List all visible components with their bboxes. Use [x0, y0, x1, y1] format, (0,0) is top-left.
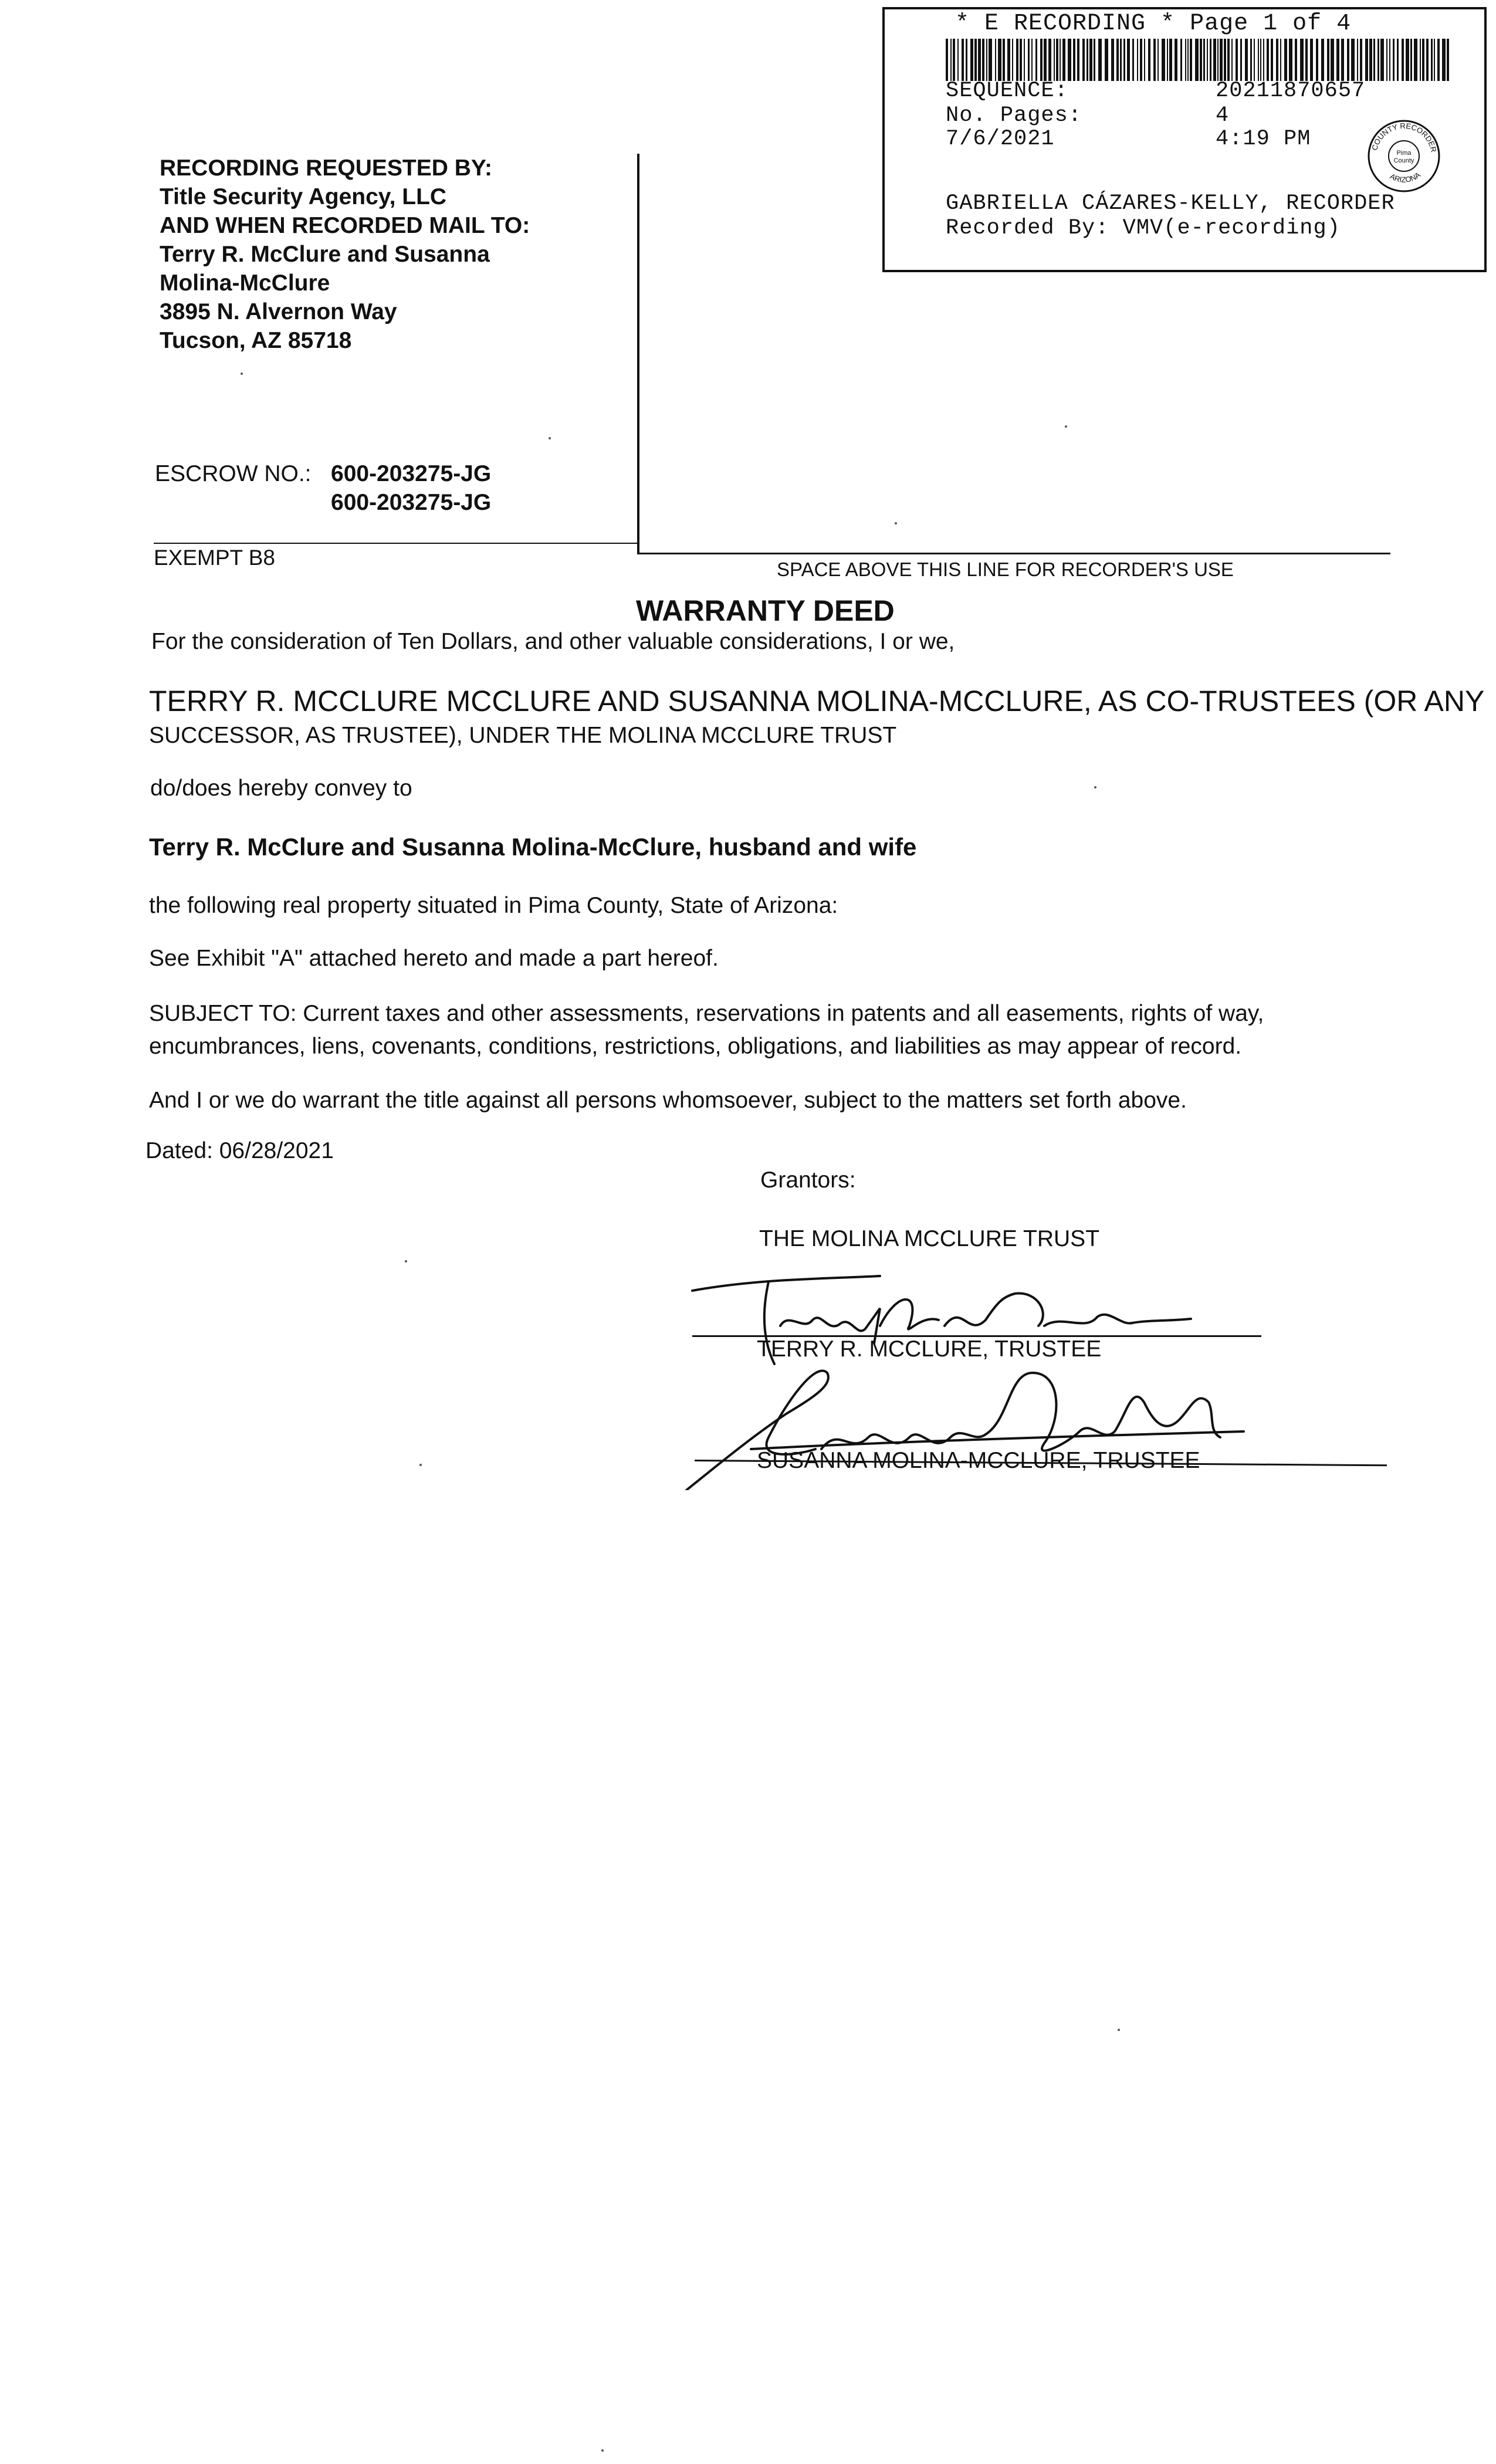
dated-text: Dated: 06/28/2021 [145, 1138, 334, 1163]
barcode-bar [1336, 39, 1339, 81]
recorder-name: GABRIELLA CÁZARES-KELLY, RECORDER [946, 191, 1395, 216]
barcode-bar [1284, 39, 1287, 81]
barcode-bar [1386, 39, 1387, 81]
recording-requested-label: RECORDING REQUESTED BY: [160, 155, 492, 181]
barcode-bar [1012, 39, 1013, 81]
barcode-bar [1024, 39, 1025, 81]
grantors-label: Grantors: [760, 1167, 856, 1193]
barcode-bar [1105, 39, 1108, 81]
barcode-bar [1437, 39, 1440, 81]
barcode-bar [1271, 39, 1273, 81]
barcode-bar [1203, 39, 1205, 81]
barcode-bar [1031, 39, 1033, 81]
barcode-bar [1213, 39, 1216, 81]
barcode-bar [1402, 39, 1404, 81]
space-above-note: SPACE ABOVE THIS LINE FOR RECORDER'S USE [777, 559, 1234, 580]
barcode-bar [1240, 39, 1242, 81]
barcode-bar [1167, 39, 1168, 81]
barcode-bar [1295, 39, 1297, 81]
barcode-bar [1217, 39, 1219, 81]
left-rule [154, 543, 638, 544]
scan-speck [241, 373, 243, 375]
barcode-bar [1060, 39, 1061, 81]
barcode-bar [1316, 39, 1318, 81]
barcode-bar [1077, 39, 1079, 81]
barcode-bar [1389, 39, 1390, 81]
barcode-bar [1236, 39, 1238, 81]
barcode-bar [1426, 39, 1429, 81]
sequence-value: 20211870657 [1216, 79, 1366, 103]
signer-2-name: SUSANNA MOLINA-MCCLURE, TRUSTEE [757, 1448, 1200, 1473]
barcode-bar [1420, 39, 1421, 81]
recorded-by: Recorded By: VMV(e-recording) [946, 216, 1341, 241]
recorder-use-line [637, 553, 1390, 554]
barcode-bar [1144, 39, 1145, 81]
barcode-bar [970, 39, 973, 81]
convey-text: do/does hereby convey to [150, 776, 412, 801]
barcode-bar [1180, 39, 1182, 81]
barcode-bar [1410, 39, 1412, 81]
barcode-bar [1227, 39, 1230, 81]
barcode-bar [1140, 39, 1142, 81]
barcode-bar [946, 39, 948, 81]
barcode-bar [962, 39, 964, 81]
mail-to-line2: Molina-McClure [160, 270, 330, 296]
record-time: 4:19 PM [1216, 127, 1311, 151]
barcode-bar [1195, 39, 1199, 81]
barcode-bar [1310, 39, 1313, 81]
barcode-bar [1169, 39, 1172, 81]
barcode-bar [1357, 39, 1358, 81]
barcode-bar [1300, 39, 1304, 81]
barcode-bar [1132, 39, 1134, 81]
barcode-bar [1175, 39, 1177, 81]
barcode-bar [1373, 39, 1375, 81]
barcode-bar [1397, 39, 1399, 81]
svg-text:Pima: Pima [1396, 150, 1412, 157]
barcode-bar [1048, 39, 1051, 81]
scan-speck [1065, 425, 1067, 428]
barcode-bar [1190, 39, 1192, 81]
barcode-bar [966, 39, 967, 81]
barcode-bar [1263, 39, 1264, 81]
barcode-bar [1347, 39, 1349, 81]
requested-by-name: Title Security Agency, LLC [160, 184, 447, 209]
scan-speck [1118, 2029, 1120, 2031]
barcode-bar [1289, 39, 1292, 81]
pages-value: 4 [1216, 103, 1230, 128]
susanna-molina-mcclure-signature [681, 1349, 1267, 1490]
barcode-bar [957, 39, 959, 81]
barcode-bar [1250, 39, 1252, 81]
barcode-bar [1341, 39, 1344, 81]
barcode-bar [1087, 39, 1088, 81]
barcode-bar [1035, 39, 1037, 81]
barcode-bar [1068, 39, 1071, 81]
svg-text:ARIZONA: ARIZONA [1388, 170, 1422, 184]
property-text: the following real property situated in Pima County, State of Arizona: [149, 893, 838, 918]
barcode-bar [1007, 39, 1010, 81]
mail-to-line4: Tucson, AZ 85718 [160, 328, 352, 353]
barcode-bar [974, 39, 977, 81]
barcode-bar [1220, 39, 1223, 81]
barcode-bar [1111, 39, 1114, 81]
trust-name: THE MOLINA MCCLURE TRUST [759, 1226, 1100, 1251]
barcode-bar [1120, 39, 1122, 81]
barcode-bar [1187, 39, 1189, 81]
mail-to-line3: 3895 N. Alvernon Way [160, 299, 397, 324]
barcode-bar [1162, 39, 1165, 81]
barcode-bar [1094, 39, 1095, 81]
barcode-bar [1207, 39, 1208, 81]
barcode-bar [1116, 39, 1119, 81]
barcode-bar [1073, 39, 1075, 81]
barcode-bar [1351, 39, 1355, 81]
barcode-bar [1258, 39, 1259, 81]
barcode-bar [1245, 39, 1248, 81]
barcode-bar [1127, 39, 1130, 81]
record-date: 7/6/2021 [946, 127, 1055, 151]
barcode-bar [1442, 39, 1446, 81]
barcode-bar [998, 39, 1001, 81]
barcode-bar [1321, 39, 1324, 81]
barcode-bar [953, 39, 955, 81]
barcode-bar [1380, 39, 1384, 81]
barcode-bar [1148, 39, 1150, 81]
barcode-bar [1224, 39, 1226, 81]
barcode-bar [1305, 39, 1308, 81]
barcode-bar [1360, 39, 1362, 81]
grantor-line-1: TERRY R. MCCLURE MCCLURE AND SUSANNA MOLINA-MCCLURE, AS CO-TRUSTEES (OR ANY [149, 685, 1485, 717]
barcode-bar [1414, 39, 1417, 81]
barcode-bar [1003, 39, 1005, 81]
scan-speck [419, 1464, 422, 1466]
barcode-bar [1153, 39, 1156, 81]
escrow-number-2: 600-203275-JG [331, 490, 492, 515]
barcode-bar [1434, 39, 1435, 81]
barcode-bar [1369, 39, 1372, 81]
scan-speck [601, 2449, 604, 2452]
barcode-bar [1200, 39, 1202, 81]
barcode-bar [1056, 39, 1058, 81]
deed-title: WARRANTY DEED [636, 594, 895, 627]
barcode-bar [1020, 39, 1022, 81]
barcode-bar [1137, 39, 1138, 81]
sequence-label: SEQUENCE: [946, 79, 1068, 103]
escrow-label: ESCROW NO.: [155, 461, 312, 486]
barcode-bar [1089, 39, 1092, 81]
barcode-bar [1327, 39, 1329, 81]
barcode-bar [1377, 39, 1379, 81]
barcode-bar [982, 39, 984, 81]
grantor-line-2: SUCCESSOR, AS TRUSTEE), UNDER THE MOLINA MCCLURE TRUST [149, 723, 897, 748]
barcode-bar [1157, 39, 1159, 81]
scan-speck [895, 522, 897, 524]
exempt-code: EXEMPT B8 [154, 546, 276, 570]
barcode-bar [1040, 39, 1043, 81]
mail-to-label: AND WHEN RECORDED MAIL TO: [160, 213, 530, 238]
stamp-header: * E RECORDING * Page 1 of 4 [955, 11, 1352, 37]
svg-text:County: County [1393, 157, 1414, 164]
barcode-bar [1422, 39, 1424, 81]
barcode-bar [1260, 39, 1261, 81]
county-seal [1366, 118, 1442, 194]
barcode-bar [1054, 39, 1055, 81]
barcode-bar [1276, 39, 1278, 81]
barcode-bar [1210, 39, 1211, 81]
barcode-bar [950, 39, 952, 81]
barcode-bar [989, 39, 992, 81]
barcode-bar [1267, 39, 1269, 81]
barcode-bar [1123, 39, 1125, 81]
recording-stamp [882, 7, 1487, 272]
barcode-bar [1393, 39, 1395, 81]
scan-speck [1094, 786, 1096, 788]
svg-text:COUNTY RECORDER: COUNTY RECORDER [1370, 121, 1439, 153]
barcode-bar [1254, 39, 1255, 81]
barcode-bar [1331, 39, 1334, 81]
mail-to-line1: Terry R. McClure and Susanna [160, 242, 490, 267]
barcode-bar [1044, 39, 1047, 81]
pages-label: No. Pages: [946, 103, 1082, 128]
barcode-bar [1447, 39, 1449, 81]
barcode-bar [986, 39, 987, 81]
barcode-bar [1016, 39, 1018, 81]
barcode-bar [1231, 39, 1233, 81]
warrant-text: And I or we do warrant the title against all persons whomsoever, subject to the matters set forth above. [149, 1088, 1187, 1113]
signer-1-name: TERRY R. MCCLURE, TRUSTEE [757, 1336, 1102, 1362]
subject-to-line-2: encumbrances, liens, covenants, conditions, restrictions, obligations, and liabilities as may appear of record. [149, 1034, 1242, 1059]
escrow-number-1: 600-203275-JG [331, 461, 492, 486]
barcode-bar [1365, 39, 1368, 81]
header-divider [637, 154, 639, 553]
barcode [946, 39, 1450, 81]
consideration-text: For the consideration of Ten Dollars, and other valuable considerations, I or we, [151, 629, 955, 654]
scan-speck [549, 437, 551, 439]
barcode-bar [1431, 39, 1433, 81]
barcode-bar [1082, 39, 1085, 81]
exhibit-text: See Exhibit "A" attached hereto and made a part hereof. [149, 946, 719, 971]
grantee-text: Terry R. McClure and Susanna Molina-McClure, husband and wife [149, 833, 917, 861]
subject-to-line-1: SUBJECT TO: Current taxes and other assessments, reservations in patents and all easements, rights of way, [149, 1001, 1264, 1026]
barcode-bar [995, 39, 996, 81]
barcode-bar [1028, 39, 1030, 81]
barcode-bar [978, 39, 981, 81]
barcode-bar [1280, 39, 1281, 81]
barcode-bar [1185, 39, 1186, 81]
barcode-bar [1406, 39, 1409, 81]
barcode-bar [1062, 39, 1065, 81]
scan-speck [405, 1260, 407, 1263]
barcode-bar [1098, 39, 1102, 81]
